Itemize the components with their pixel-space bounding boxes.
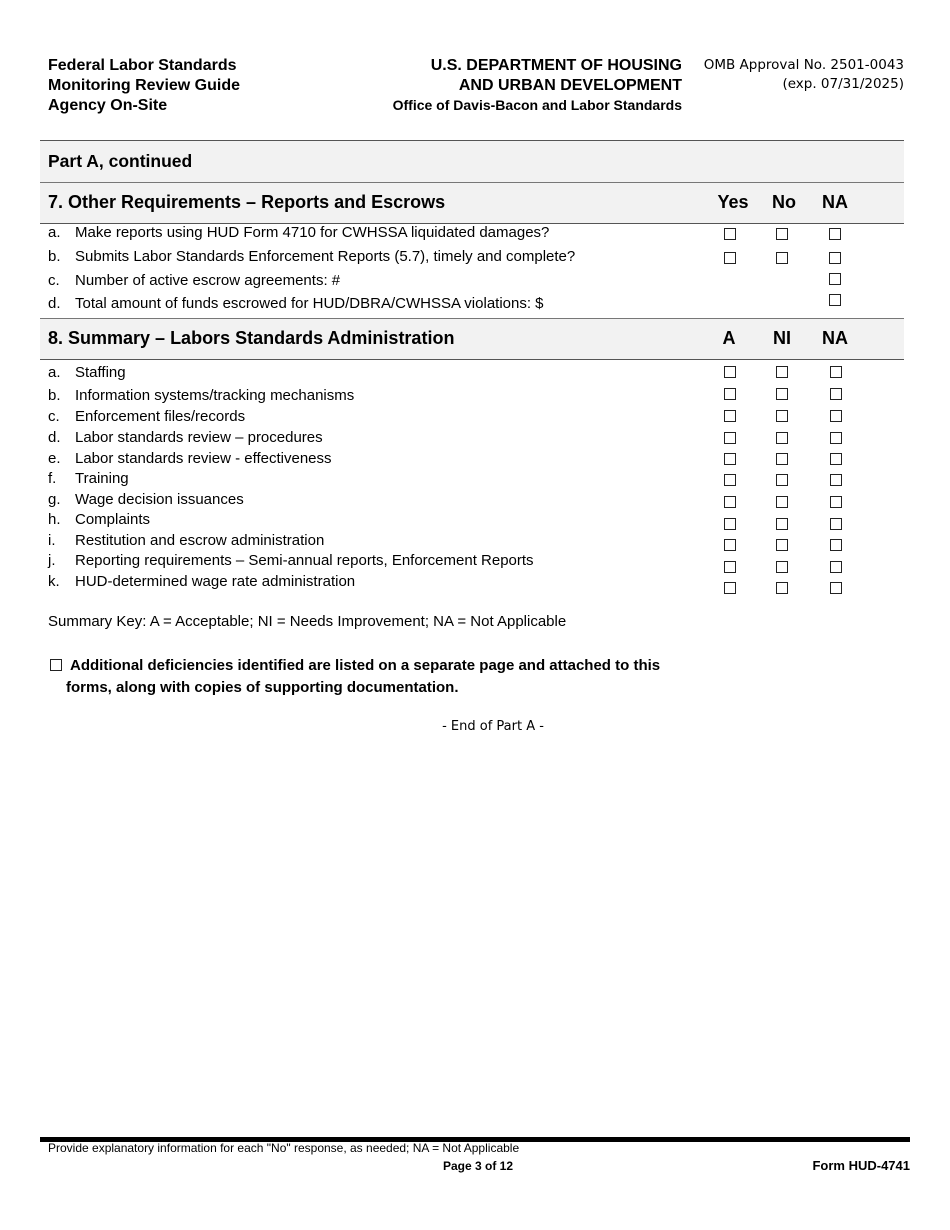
list-item [0,469,950,489]
list-item [0,294,950,314]
item-text: Submits Labor Standards Enforcement Reports (5.7), timely and complete? [75,248,576,265]
item-text: Labor standards review – procedures [75,429,323,446]
checkbox-na[interactable] [829,228,841,240]
list-item [0,572,950,592]
item-letter: g. [48,491,61,508]
column-header-yes: Yes [717,192,749,212]
checkbox-acceptable[interactable] [724,366,736,378]
item-letter: a. [48,224,61,241]
checkbox-needs-improvement[interactable] [776,410,788,422]
office-name: Office of Davis-Bacon and Labor Standards [392,97,682,113]
item-letter: k. [48,573,60,590]
item-text: Restitution and escrow administration [75,532,325,549]
column-header-na: NA [822,192,848,212]
checkbox-na[interactable] [830,474,842,486]
list-item [0,510,950,530]
checkbox-na[interactable] [830,388,842,400]
item-letter: c. [48,408,60,425]
list-item [0,551,950,571]
column-header-na: NA [822,328,848,348]
list-item [0,223,950,243]
section-8-title: 8. Summary – Labors Standards Administration [48,328,455,348]
checkbox-na[interactable] [830,496,842,508]
checkbox-needs-improvement[interactable] [776,388,788,400]
checkbox-na[interactable] [830,453,842,465]
checkbox-acceptable[interactable] [724,432,736,444]
item-letter: b. [48,248,61,265]
page-number: Page 3 of 12 [442,1159,514,1173]
checkbox-no[interactable] [776,252,788,264]
additional-deficiencies-checkbox[interactable] [50,659,62,671]
list-item [0,531,950,551]
part-heading: Part A, continued [48,151,193,171]
item-text: Staffing [75,364,126,381]
checkbox-acceptable[interactable] [724,518,736,530]
checkbox-na[interactable] [830,366,842,378]
item-text: Labor standards review - effectiveness [75,450,332,467]
form-title-line: Monitoring Review Guide [48,77,241,94]
checkbox-acceptable[interactable] [724,539,736,551]
item-text: Information systems/tracking mechanisms [75,387,355,404]
checkbox-na[interactable] [830,410,842,422]
checkbox-yes[interactable] [724,252,736,264]
item-text: Enforcement files/records [75,408,246,425]
item-text: Wage decision issuances [75,491,244,508]
department-line: U.S. DEPARTMENT OF HOUSING [430,57,682,74]
item-letter: d. [48,429,61,446]
form-title-line: Agency On-Site [48,97,168,114]
checkbox-na[interactable] [829,273,841,285]
checkbox-acceptable[interactable] [724,474,736,486]
item-letter: a. [48,364,61,381]
department-line: AND URBAN DEVELOPMENT [458,77,682,94]
list-item [0,386,950,406]
item-text: HUD-determined wage rate administration [75,573,356,590]
item-letter: f. [48,470,57,487]
list-item [0,449,950,469]
omb-expiration: (exp. 07/31/2025) [782,76,904,92]
column-header-needs-improvement: NI [773,328,791,348]
checkbox-acceptable[interactable] [724,582,736,594]
checkbox-needs-improvement[interactable] [776,474,788,486]
checkbox-needs-improvement[interactable] [776,496,788,508]
checkbox-na[interactable] [830,518,842,530]
list-item [0,407,950,427]
item-text: Complaints [75,511,151,528]
item-letter: j. [48,552,56,569]
section-8-header [40,318,904,360]
item-text: Make reports using HUD Form 4710 for CWHSSA liquidated damages? [75,224,550,241]
checkbox-needs-improvement[interactable] [776,539,788,551]
list-item [0,428,950,448]
section-7-title: 7. Other Requirements – Reports and Escrows [48,192,446,212]
checkbox-needs-improvement[interactable] [776,518,788,530]
column-header-acceptable: A [722,328,736,348]
part-heading-band [40,140,904,183]
checkbox-na[interactable] [830,432,842,444]
checkbox-needs-improvement[interactable] [776,366,788,378]
item-letter: e. [48,450,61,467]
checkbox-needs-improvement[interactable] [776,453,788,465]
column-header-no: No [772,192,796,212]
note-line: forms, along with copies of supporting documentation. [66,679,459,696]
omb-approval: OMB Approval No. 2501-0043 [703,57,904,73]
item-letter: c. [48,272,60,289]
checkbox-na[interactable] [829,252,841,264]
checkbox-acceptable[interactable] [724,496,736,508]
list-item [0,363,950,383]
item-letter: b. [48,387,61,404]
checkbox-yes[interactable] [724,228,736,240]
checkbox-na[interactable] [830,539,842,551]
checkbox-needs-improvement[interactable] [776,432,788,444]
omb-info [690,56,904,94]
item-text: Number of active escrow agreements: # [75,272,341,289]
item-text: Training [75,470,129,487]
note-line: Additional deficiencies identified are listed on a separate page and attached to this [70,657,661,674]
checkbox-acceptable[interactable] [724,453,736,465]
footer-note: Provide explanatory information for each "No" response, as needed; NA = Not Applicable [48,1141,520,1155]
item-text: Reporting requirements – Semi-annual reports, Enforcement Reports [75,552,534,569]
end-of-part-marker: - End of Part A - [442,719,544,734]
agency-header [300,56,682,115]
section-7-header [40,182,904,224]
checkbox-na[interactable] [829,294,841,306]
checkbox-needs-improvement[interactable] [776,582,788,594]
item-letter: h. [48,511,61,528]
item-text: Total amount of funds escrowed for HUD/DBRA/CWHSSA violations: $ [75,295,544,312]
item-letter: i. [48,532,56,549]
form-title-line: Federal Labor Standards [48,57,237,74]
checkbox-no[interactable] [776,228,788,240]
list-item [0,490,950,510]
form-title [48,56,240,116]
list-item [0,247,950,267]
checkbox-na[interactable] [830,582,842,594]
item-letter: d. [48,295,61,312]
list-item [0,271,950,291]
checkbox-acceptable[interactable] [724,410,736,422]
summary-key: Summary Key: A = Acceptable; NI = Needs Improvement; NA = Not Applicable [48,613,567,630]
checkbox-acceptable[interactable] [724,388,736,400]
form-number: Form HUD-4741 [812,1158,910,1173]
